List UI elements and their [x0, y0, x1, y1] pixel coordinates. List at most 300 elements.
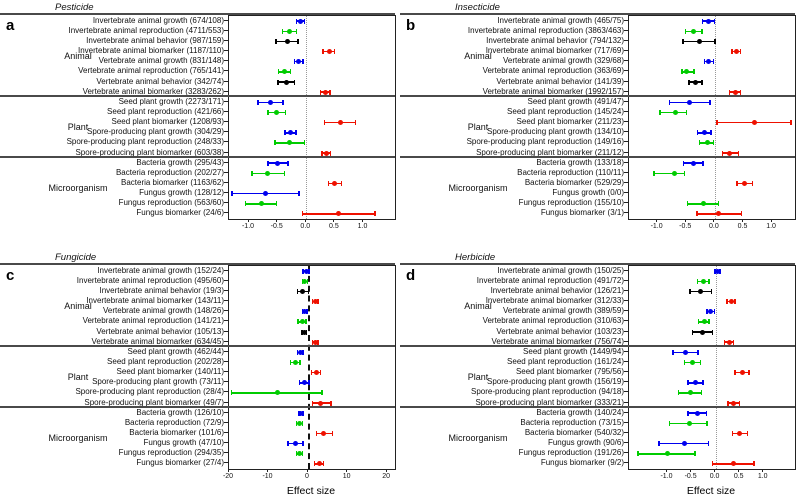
row-tick [624, 270, 628, 271]
error-bar-cap-right [308, 380, 310, 385]
category-label: Microorganism [48, 432, 108, 443]
row-tick [624, 20, 628, 21]
row-tick [624, 81, 628, 82]
error-bar-cap-left [653, 171, 655, 176]
panel-herbicide [400, 252, 799, 502]
panel-letter: b [406, 17, 416, 34]
point-estimate [338, 120, 343, 125]
error-bar-cap-left [687, 411, 689, 416]
category-label: Animal [464, 50, 492, 61]
point-estimate [702, 319, 707, 324]
error-bar-cap-right [295, 130, 297, 135]
row-tick [624, 422, 628, 423]
category-label: Plant [467, 371, 489, 382]
error-bar-cap-left [702, 19, 704, 24]
point-estimate [740, 370, 745, 375]
row-tick [224, 40, 228, 41]
row-label: Bacteria biomarker (540/32) [524, 428, 624, 437]
error-bar-cap-left [716, 120, 718, 125]
error-bar-cap-left [277, 80, 279, 85]
row-tick [224, 121, 228, 122]
error-bar-cap-left [692, 330, 694, 335]
point-estimate [672, 171, 677, 176]
row-tick [224, 412, 228, 413]
point-estimate [265, 171, 270, 176]
error-bar-cap-right [701, 29, 703, 34]
error-bar-cap-right [694, 451, 696, 456]
point-estimate [705, 140, 710, 145]
error-bar-cap-right [738, 151, 740, 156]
x-axis-tick-label: 1.0 [766, 223, 776, 230]
point-estimate [693, 80, 698, 85]
row-tick [624, 192, 628, 193]
error-bar-cap-right [355, 120, 357, 125]
x-axis-tick [267, 469, 268, 472]
error-bar-cap-right [714, 19, 716, 24]
row-tick [624, 300, 628, 301]
category-label: Animal [64, 50, 92, 61]
row-tick [624, 131, 628, 132]
error-bar-cap-left [736, 181, 738, 186]
error-bar-cap-right [713, 59, 715, 64]
x-axis-tick-label: -1.0 [650, 223, 663, 230]
plot-area [228, 15, 396, 220]
row-tick [624, 141, 628, 142]
x-axis-tick-label: 0.0 [300, 223, 311, 230]
panel-letter: a [6, 17, 15, 34]
row-label: Invertebrate animal growth (152/24) [97, 265, 224, 275]
row-tick [624, 310, 628, 311]
row-label: Seed plant growth (2273/171) [118, 96, 224, 106]
error-bar-cap-left [267, 110, 269, 115]
error-bar-cap-right [287, 161, 289, 166]
x-axis-tick-label: -1.0 [660, 473, 673, 480]
row-label: Fungus biomarker (27/4) [136, 458, 224, 468]
point-estimate [693, 380, 698, 385]
error-bar-cap-right [747, 431, 749, 436]
error-bar-cap-left [731, 49, 733, 54]
x-axis-tick [276, 219, 277, 222]
point-estimate [282, 69, 287, 74]
row-label: Seed plant growth (1449/94) [523, 346, 624, 356]
error-bar-cap-right [305, 319, 307, 324]
x-axis-tick-label: -1.0 [241, 223, 255, 230]
row-tick [224, 280, 228, 281]
panel-title: Herbicide [455, 252, 496, 263]
point-estimate [729, 299, 734, 304]
row-label: Vertebrate animal growth (389/59) [503, 306, 624, 316]
row-label: Fungus biomarker (3/1) [540, 208, 624, 218]
row-label: Fungus growth (128/12) [139, 188, 224, 198]
error-bar-cap-right [330, 401, 332, 406]
row-tick [224, 141, 228, 142]
error-bar-cap-left [726, 299, 728, 304]
row-label: Bacteria growth (133/18) [536, 157, 624, 167]
row-label: Invertebrate animal biomarker (143/11) [86, 296, 224, 306]
error-bar-cap-left [245, 201, 247, 206]
plot-area [628, 265, 796, 470]
point-estimate [701, 201, 706, 206]
error-bar-cap-right [294, 80, 296, 85]
category-label: Plant [67, 121, 89, 132]
error-bar-cap-left [697, 279, 699, 284]
row-label: Fungus reproduction (155/10) [518, 198, 624, 208]
error-bar-cap-right [714, 309, 716, 314]
point-estimate [695, 411, 700, 416]
row-label: Bacteria reproduction (73/15) [520, 417, 624, 427]
row-tick [224, 111, 228, 112]
row-label: Spore-producing plant growth (73/11) [92, 377, 224, 387]
error-bar-cap-left [704, 59, 706, 64]
panel-fungicide [0, 252, 399, 502]
point-estimate [716, 211, 721, 216]
x-axis-tick [362, 219, 363, 222]
error-bar-cap-right [752, 181, 754, 186]
row-label: Vertebrate animal biomarker (3283/262) [82, 86, 224, 96]
error-bar-cap-left [282, 29, 284, 34]
category-label: Plant [467, 121, 489, 132]
error-bar-cap-left [324, 120, 326, 125]
x-axis-tick [307, 469, 308, 472]
row-tick [624, 212, 628, 213]
point-estimate [336, 211, 341, 216]
point-estimate [702, 130, 707, 135]
row-label: Spore-producing plant reproduction (28/4) [75, 387, 224, 397]
row-tick [224, 152, 228, 153]
row-tick [624, 341, 628, 342]
x-axis-tick [762, 469, 763, 472]
row-tick [224, 182, 228, 183]
row-label: Spore-producing plant biomarker (333/21) [475, 397, 624, 407]
row-tick [624, 101, 628, 102]
row-tick [224, 381, 228, 382]
error-bar-cap-left [681, 69, 683, 74]
row-label: Seed plant growth (491/47) [527, 96, 624, 106]
panel-letter: d [406, 267, 416, 284]
error-bar-cap-right [276, 201, 278, 206]
point-estimate [314, 370, 319, 375]
point-estimate [708, 309, 713, 314]
error-bar-cap-left [687, 201, 689, 206]
x-axis-tick-label: -0.5 [270, 223, 283, 230]
error-bar-cap-left [296, 19, 298, 24]
point-estimate [742, 181, 747, 186]
zero-reference-line [308, 266, 310, 469]
x-axis-tick-label: 0 [305, 473, 309, 480]
x-axis-tick-label: -10 [262, 473, 273, 480]
error-bar-cap-right [708, 441, 710, 446]
row-label: Fungus reproduction (294/35) [118, 448, 224, 458]
row-label: Vertebrate animal growth (148/26) [103, 306, 224, 316]
row-label: Seed plant biomarker (1208/93) [111, 117, 224, 127]
row-label: Fungus growth (0/0) [552, 188, 624, 198]
error-bar-cap-right [718, 201, 720, 206]
row-tick [624, 452, 628, 453]
error-bar-cap-right [702, 161, 704, 166]
x-axis-tick-label: 0.5 [737, 223, 748, 230]
error-bar-cap-right [708, 279, 710, 284]
point-estimate [701, 279, 706, 284]
error-bar-cap-right [748, 370, 750, 375]
error-bar-cap-right [282, 100, 284, 105]
error-bar [654, 173, 685, 175]
error-bar-cap-left [678, 390, 680, 395]
error-bar-cap-left [699, 140, 701, 145]
row-label: Spore-producing plant biomarker (603/38) [75, 147, 224, 157]
error-bar-cap-right [740, 90, 742, 95]
point-estimate [752, 120, 757, 125]
point-estimate [682, 441, 687, 446]
error-bar-cap-left [297, 319, 299, 324]
row-label: Spore-producing plant biomarker (49/7) [84, 397, 224, 407]
row-tick [624, 290, 628, 291]
point-estimate [332, 181, 337, 186]
row-tick [224, 91, 228, 92]
row-tick [224, 422, 228, 423]
row-label: Bacteria reproduction (110/11) [517, 167, 624, 177]
point-estimate [275, 390, 280, 395]
error-bar-cap-left [287, 441, 289, 446]
row-tick [624, 371, 628, 372]
x-axis-tick [346, 469, 347, 472]
error-bar-cap-left [683, 161, 685, 166]
point-estimate [688, 390, 693, 395]
row-label: Bacteria growth (140/24) [536, 407, 624, 417]
error-bar-cap-right [334, 49, 336, 54]
row-tick [224, 310, 228, 311]
panel-title: Fungicide [55, 252, 97, 263]
error-bar-cap-right [733, 340, 735, 345]
row-label: Seed plant biomarker (795/56) [515, 367, 624, 377]
x-axis-tick [690, 469, 691, 472]
x-axis-tick-label: -0.5 [684, 473, 697, 480]
row-label: Invertebrate animal biomarker (312/33) [485, 296, 624, 306]
panel-insecticide [400, 2, 799, 252]
point-estimate [687, 100, 692, 105]
error-bar-cap-left [278, 69, 280, 74]
error-bar-cap-left [284, 130, 286, 135]
row-label: Invertebrate animal reproduction (4711/553) [68, 25, 224, 35]
point-estimate [733, 90, 738, 95]
error-bar-cap-right [710, 130, 712, 135]
error-bar-cap-right [753, 461, 755, 466]
row-tick [624, 462, 628, 463]
row-label: Vertebrate animal behavior (105/13) [96, 326, 224, 336]
error-bar-cap-right [714, 39, 716, 44]
error-bar-cap-right [332, 431, 334, 436]
point-estimate [298, 350, 303, 355]
point-estimate [698, 289, 703, 294]
x-axis-tick [656, 219, 657, 222]
error-bar-cap-right [706, 411, 708, 416]
error-bar-cap-right [302, 441, 304, 446]
error-bar-cap-right [302, 59, 304, 64]
error-bar-cap-right [700, 360, 702, 365]
row-tick [224, 361, 228, 362]
x-axis-tick [685, 219, 686, 222]
error-bar-cap-left [672, 350, 674, 355]
error-bar-cap-left [275, 39, 277, 44]
row-label: Vertebrate animal reproduction (765/141) [78, 66, 224, 76]
row-tick [224, 300, 228, 301]
point-estimate [297, 421, 302, 426]
error-bar-cap-right [329, 90, 331, 95]
error-bar-cap-right [697, 350, 699, 355]
error-bar-cap-right [323, 461, 325, 466]
error-bar-cap-right [712, 330, 714, 335]
row-tick [624, 172, 628, 173]
point-estimate [293, 360, 298, 365]
row-tick [624, 381, 628, 382]
row-tick [224, 442, 228, 443]
row-label: Vertebrate animal behavior (342/74) [96, 76, 224, 86]
point-estimate [287, 29, 292, 34]
error-bar-cap-right [296, 29, 298, 34]
error-bar-cap-right [341, 181, 343, 186]
error-bar-cap-right [290, 69, 292, 74]
point-estimate [665, 451, 670, 456]
error-bar-cap-left [316, 431, 318, 436]
error-bar-cap-right [741, 211, 743, 216]
error-bar-cap-left [706, 309, 708, 314]
category-label: Animal [64, 300, 92, 311]
error-bar-cap-left [685, 29, 687, 34]
error-bar-cap-right [304, 140, 306, 145]
row-label: Invertebrate animal behavior (794/132) [486, 35, 624, 45]
x-axis-title: Effect size [686, 485, 736, 497]
row-label: Vertebrate animal behavior (141/39) [496, 76, 624, 86]
row-tick [624, 50, 628, 51]
point-estimate [323, 90, 328, 95]
error-bar-cap-left [722, 151, 724, 156]
row-label: Vertebrate animal reproduction (141/21) [82, 316, 224, 326]
error-bar-cap-left [696, 211, 698, 216]
x-axis-tick-label: 0.5 [733, 473, 744, 480]
row-tick [224, 30, 228, 31]
row-tick [224, 331, 228, 332]
row-tick [224, 391, 228, 392]
point-estimate [287, 140, 292, 145]
row-tick [224, 50, 228, 51]
plot-area [228, 265, 396, 470]
error-bar-cap-left [658, 441, 660, 446]
error-bar-cap-right [285, 110, 287, 115]
row-label: Spore-producing plant reproduction (94/18) [471, 387, 624, 397]
point-estimate [731, 461, 736, 466]
x-axis-tick-label: -0.5 [679, 223, 692, 230]
point-estimate [731, 401, 736, 406]
zero-reference-line [306, 16, 307, 219]
point-estimate [687, 421, 692, 426]
point-estimate [285, 39, 290, 44]
row-tick [224, 320, 228, 321]
category-label: Microorganism [48, 182, 108, 193]
row-tick [224, 20, 228, 21]
row-tick [624, 391, 628, 392]
row-tick [624, 331, 628, 332]
x-axis-tick [305, 219, 306, 222]
error-bar-cap-right [701, 80, 703, 85]
row-label: Vertebrate animal reproduction (363/69) [482, 66, 624, 76]
point-estimate [327, 49, 332, 54]
error-bar-cap-right [708, 319, 710, 324]
error-bar-cap-right [711, 289, 713, 294]
row-label: Seed plant growth (462/44) [127, 346, 224, 356]
row-label: Bacteria growth (126/10) [136, 407, 224, 417]
error-bar-cap-left [321, 151, 323, 156]
row-label: Spore-producing plant growth (304/29) [87, 127, 224, 137]
error-bar-cap-right [308, 289, 310, 294]
row-label: Vertebrate animal biomarker (634/45) [91, 336, 224, 346]
error-bar-cap-left [299, 380, 301, 385]
panel-title: Insecticide [455, 2, 500, 13]
error-bar-cap-left [312, 401, 314, 406]
row-tick [224, 192, 228, 193]
point-estimate [274, 110, 279, 115]
row-tick [224, 162, 228, 163]
row-label: Bacteria biomarker (529/29) [524, 178, 624, 187]
category-label: Plant [67, 371, 89, 382]
row-tick [224, 270, 228, 271]
row-tick [224, 452, 228, 453]
panel-letter: c [6, 267, 15, 284]
zero-reference-line [716, 266, 717, 469]
row-tick [224, 462, 228, 463]
error-bar-cap-left [231, 191, 233, 196]
row-label: Invertebrate animal biomarker (1187/110) [78, 46, 224, 56]
point-estimate [304, 269, 309, 274]
error-bar-cap-left [669, 100, 671, 105]
point-estimate [288, 130, 293, 135]
row-label: Fungus growth (90/6) [547, 438, 624, 448]
x-axis-tick [248, 219, 249, 222]
error-bar-cap-right [706, 421, 708, 426]
row-label: Vertebrate animal biomarker (1992/157) [482, 86, 624, 96]
row-label: Spore-producing plant biomarker (211/12) [476, 147, 624, 157]
error-bar-cap-right [304, 19, 306, 24]
row-tick [624, 40, 628, 41]
x-axis-tick-label: -20 [222, 473, 234, 480]
row-label: Seed plant reproduction (202/28) [107, 357, 224, 366]
point-estimate [318, 401, 323, 406]
error-bar-cap-left [698, 319, 700, 324]
row-label: Vertebrate animal reproduction (310/63) [482, 316, 624, 326]
row-label: Fungus reproduction (563/60) [118, 198, 224, 208]
error-bar-cap-left [637, 451, 639, 456]
row-tick [224, 351, 228, 352]
row-label: Invertebrate animal behavior (126/21) [490, 285, 624, 295]
error-bar-cap-left [314, 461, 316, 466]
row-tick [624, 351, 628, 352]
point-estimate [700, 330, 705, 335]
row-tick [224, 60, 228, 61]
row-label: Spore-producing plant reproduction (149/16) [466, 137, 624, 147]
row-label: Bacteria reproduction (202/27) [115, 167, 224, 177]
row-label: Seed plant reproduction (145/24) [507, 107, 624, 116]
category-label: Microorganism [448, 432, 508, 443]
error-bar-cap-right [299, 360, 301, 365]
point-estimate [690, 360, 695, 365]
row-label: Invertebrate animal reproduction (491/72) [476, 275, 624, 285]
error-bar-cap-left [697, 130, 699, 135]
row-tick [224, 81, 228, 82]
row-tick [224, 70, 228, 71]
row-label: Fungus biomarker (24/6) [136, 208, 224, 218]
row-label: Invertebrate animal reproduction (495/60) [76, 275, 224, 285]
row-tick [624, 60, 628, 61]
row-label: Vertebrate animal growth (329/68) [503, 56, 624, 66]
error-bar-cap-right [740, 49, 742, 54]
